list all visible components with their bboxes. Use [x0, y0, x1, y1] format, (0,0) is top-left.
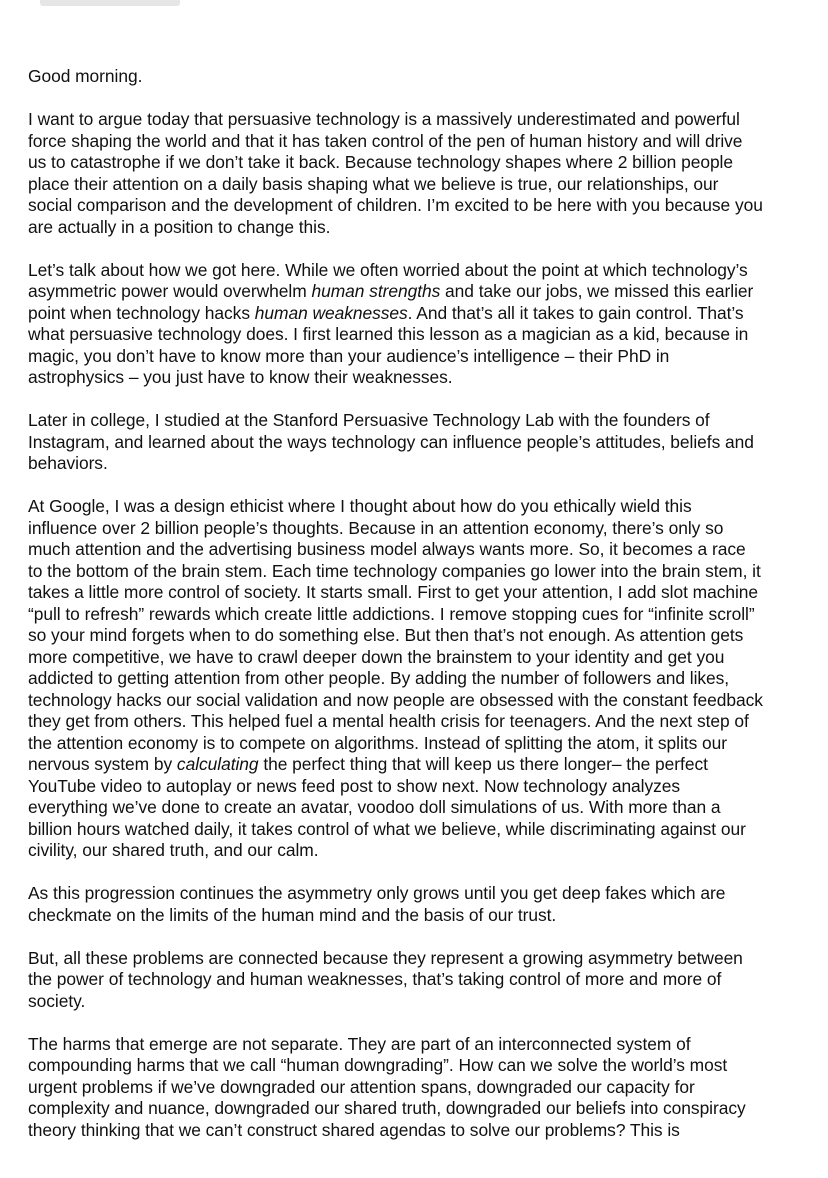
paragraph-6 [28, 948, 813, 1013]
text-line [28, 969, 813, 991]
italic-text: calculating [176, 754, 259, 774]
text-run: are actually in a position to change this. [28, 216, 331, 237]
text-line [28, 582, 813, 604]
text-line [28, 819, 813, 841]
text-line [28, 410, 813, 432]
paragraph-3 [28, 410, 813, 475]
text-run: everything we’ve done to create an avatar, voodoo doll simulations of us. With more than a [28, 797, 721, 817]
text-run: the perfect thing that will keep us there longer– the perfect [258, 754, 708, 774]
text-line [28, 303, 813, 325]
text-run: magic, you don’t have to know more than your audience’s intelligence – their PhD in [28, 345, 670, 366]
text-line [28, 1098, 813, 1120]
text-line [28, 604, 813, 626]
text-line [28, 668, 813, 690]
text-line [28, 690, 813, 712]
text-line [28, 346, 813, 368]
text-run: I want to argue today that persuasive technology is a massively underestimated and powerful [28, 109, 740, 129]
text-line [28, 1077, 813, 1099]
text-line [28, 281, 813, 303]
text-run: urgent problems if we’ve downgraded our attention spans, downgraded our capacity for [28, 1076, 695, 1097]
text-line [28, 109, 813, 131]
text-line [28, 217, 813, 239]
text-run: force shaping the world and that it has taken control of the pen of human history and will drive [28, 130, 743, 151]
text-run: society. [28, 990, 86, 1011]
text-run: us to catastrophe if we don’t take it back. Because technology shapes where 2 billion people [28, 152, 733, 172]
text-run: place their attention on a daily basis shaping what we believe is true, our relationships, our [28, 173, 719, 194]
text-line [28, 776, 813, 798]
text-run: the power of technology and human weaknesses, that’s taking control of more and more of [28, 969, 722, 989]
text-line [28, 496, 813, 518]
text-run: . And that’s all it takes to gain control. That’s [407, 302, 744, 323]
text-run: influence over 2 billion people’s thoughts. Because in an attention economy, there’s only so [28, 517, 724, 538]
text-run: As this progression continues the asymmetry only grows until you get deep fakes which are [28, 883, 726, 903]
text-line [28, 131, 813, 153]
text-line [28, 432, 813, 454]
text-line [28, 1120, 813, 1142]
text-run: much attention and the advertising business model always wants more. So, it becomes a race [28, 539, 746, 559]
text-line [28, 518, 813, 540]
text-line [28, 733, 813, 755]
italic-text: human strengths [311, 281, 441, 301]
text-line [28, 453, 813, 475]
text-run: technology hacks our social validation and now people are obsessed with the constant feedback [28, 689, 763, 710]
greeting-text: Good morning. [28, 66, 143, 86]
text-line [28, 367, 813, 389]
paragraph-5 [28, 883, 813, 926]
text-run: Instagram, and learned about the ways technology can influence people’s attitudes, beliefs and [28, 431, 754, 452]
text-line [28, 711, 813, 733]
paragraph-1 [28, 109, 813, 238]
text-line [28, 1055, 813, 1077]
text-line [28, 195, 813, 217]
text-run: and take our jobs, we missed this earlier [440, 281, 754, 301]
text-run: civility, our shared truth, and our calm. [28, 840, 319, 860]
text-run: nervous system by [28, 754, 177, 774]
text-line [28, 754, 813, 776]
text-run: billion hours watched daily, it takes control of what we believe, while discriminating against our [28, 818, 746, 839]
text-line [28, 797, 813, 819]
text-run: more competitive, we have to crawl deeper down the brainstem to your identity and get you [28, 646, 725, 667]
text-run: social comparison and the development of children. I’m excited to be here with you because you [28, 195, 763, 215]
text-line [28, 561, 813, 583]
text-run: behaviors. [28, 453, 108, 473]
text-run: compounding harms that we call “human downgrading”. How can we solve the world’s most [28, 1055, 728, 1075]
text-run: the attention economy is to compete on algorithms. Instead of splitting the atom, it splits our [28, 732, 727, 753]
text-run: what persuasive technology does. I first learned this lesson as a magician as a kid, because in [28, 324, 749, 344]
text-run: Later in college, I studied at the Stanford Persuasive Technology Lab with the founders of [28, 410, 710, 430]
text-line [28, 324, 813, 346]
text-line [28, 539, 813, 561]
text-run: The harms that emerge are not separate. They are part of an interconnected system of [28, 1033, 691, 1054]
text-run: checkmate on the limits of the human mind and the basis of our trust. [28, 904, 557, 925]
text-line [28, 152, 813, 174]
text-line [28, 883, 813, 905]
text-run: “pull to refresh” rewards which create little addictions. I remove stopping cues for “infinite scroll” [28, 603, 755, 624]
text-line [28, 260, 813, 282]
text-line [28, 625, 813, 647]
text-run: But, all these problems are connected because they represent a growing asymmetry between [28, 947, 743, 968]
text-run: they get from others. This helped fuel a mental health crisis for teenagers. And the next step of [28, 711, 749, 731]
italic-text: human weaknesses [254, 302, 408, 323]
top-edge-artifact [40, 0, 180, 6]
text-run: takes a little more control of society. It starts small. First to get your attention, I add slot machine [28, 582, 759, 602]
text-run: theory thinking that we can’t construct shared agendas to solve our problems? This is [28, 1119, 680, 1140]
text-run: so your mind forgets when to do something else. But then that’s not enough. As attention gets [28, 625, 744, 645]
text-run: addicted to getting attention from other people. By adding the number of followers and likes, [28, 668, 730, 688]
greeting [28, 66, 813, 88]
text-line [28, 948, 813, 970]
paragraph-2 [28, 260, 813, 389]
text-line [28, 174, 813, 196]
document-body [28, 109, 813, 1141]
text-line [28, 905, 813, 927]
text-run: complexity and nuance, downgraded our shared truth, downgraded our beliefs into conspiracy [28, 1098, 746, 1118]
paragraph-7 [28, 1034, 813, 1142]
text-line [28, 647, 813, 669]
text-run: YouTube video to autoplay or news feed post to show next. Now technology analyzes [28, 775, 681, 796]
text-run: point when technology hacks [28, 302, 255, 323]
text-run: At Google, I was a design ethicist where I thought about how do you ethically wield this [28, 496, 692, 516]
text-line [28, 1034, 813, 1056]
document-page [28, 66, 813, 1163]
paragraph-4 [28, 496, 813, 862]
text-run: to the bottom of the brain stem. Each time technology companies go lower into the brain stem, it [28, 560, 761, 581]
text-run: Let’s talk about how we got here. While we often worried about the point at which technology’s [28, 259, 748, 280]
text-line [28, 991, 813, 1013]
text-line [28, 840, 813, 862]
text-run: astrophysics – you just have to know their weaknesses. [28, 367, 453, 387]
text-run: asymmetric power would overwhelm [28, 281, 312, 301]
